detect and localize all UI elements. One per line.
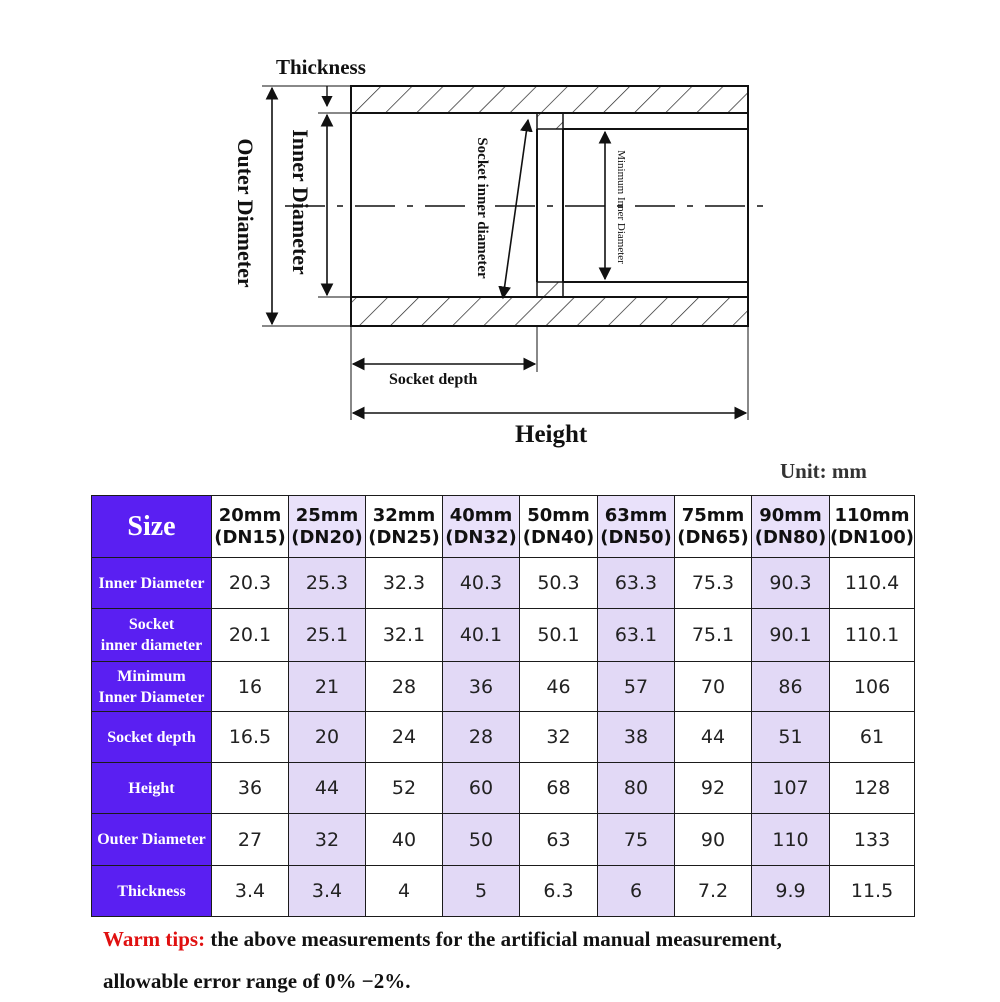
row-label <box>92 712 212 763</box>
column-size: 50mm <box>527 504 590 526</box>
row-label-line: inner diameter <box>100 637 203 654</box>
top-wall <box>351 86 748 113</box>
table-row <box>92 763 915 814</box>
table-cell: 20 <box>289 712 366 763</box>
row-label-line: Inner Diameter <box>98 574 205 592</box>
table-cell: 36 <box>212 763 289 814</box>
table-cell: 16 <box>212 662 289 712</box>
row-label-line: Inner Diameter <box>98 688 205 706</box>
table-cell: 20.1 <box>212 609 289 662</box>
table-cell: 6.3 <box>520 866 598 917</box>
table-cell: 63 <box>520 814 598 866</box>
table-cell: 110.1 <box>830 609 915 662</box>
table-cell: 28 <box>366 662 443 712</box>
column-header <box>598 496 675 558</box>
tips-line-1 <box>103 918 983 960</box>
table-cell: 32 <box>520 712 598 763</box>
table-cell: 68 <box>520 763 598 814</box>
column-size: 75mm <box>681 504 745 526</box>
table-cell: 50 <box>443 814 520 866</box>
table-cell: 107 <box>752 763 830 814</box>
socket-inner-diameter-dimension <box>503 120 528 298</box>
table-cell: 75.1 <box>675 609 752 662</box>
column-dn: (DN50) <box>600 526 672 548</box>
table-row <box>92 662 915 712</box>
table-cell: 75.3 <box>675 558 752 609</box>
column-header <box>212 496 289 558</box>
column-size: 110mm <box>834 504 910 526</box>
table-cell: 80 <box>598 763 675 814</box>
table-cell: 50.3 <box>520 558 598 609</box>
column-header <box>520 496 598 558</box>
tips-text-1: the above measurements for the artificial manual measurement, <box>205 927 782 951</box>
table-cell: 5 <box>443 866 520 917</box>
column-dn: (DN80) <box>754 526 827 548</box>
table-cell: 50.1 <box>520 609 598 662</box>
table-cell: 110.4 <box>830 558 915 609</box>
table-cell: 46 <box>520 662 598 712</box>
table-cell: 110 <box>752 814 830 866</box>
socket-step <box>537 113 563 297</box>
row-label <box>92 662 212 712</box>
table-cell: 44 <box>675 712 752 763</box>
table-row <box>92 609 915 662</box>
table-cell: 16.5 <box>212 712 289 763</box>
table-row <box>92 814 915 866</box>
table-cell: 40 <box>366 814 443 866</box>
table-cell: 92 <box>675 763 752 814</box>
table-cell: 32.3 <box>366 558 443 609</box>
column-dn: (DN32) <box>445 526 517 548</box>
column-header <box>443 496 520 558</box>
column-size: 32mm <box>372 504 436 526</box>
table-cell: 61 <box>830 712 915 763</box>
table-row <box>92 712 915 763</box>
row-label-line: Thickness <box>117 882 186 900</box>
tips-label: Warm tips: <box>103 927 206 951</box>
socket-inner-diameter-label: Socket inner diameter <box>474 137 490 279</box>
table-cell: 3.4 <box>212 866 289 917</box>
table-cell: 106 <box>830 662 915 712</box>
row-label-line: Height <box>128 779 175 797</box>
table-cell: 51 <box>752 712 830 763</box>
table-cell: 63.1 <box>598 609 675 662</box>
bottom-wall <box>351 297 748 326</box>
column-size: 20mm <box>218 504 282 526</box>
table-cell: 9.9 <box>752 866 830 917</box>
column-dn: (DN65) <box>677 526 749 548</box>
table-cell: 28 <box>443 712 520 763</box>
table-cell: 44 <box>289 763 366 814</box>
column-header <box>289 496 366 558</box>
table-header-row <box>92 496 915 558</box>
row-label <box>92 866 212 917</box>
table-cell: 36 <box>443 662 520 712</box>
table-cell: 133 <box>830 814 915 866</box>
column-header <box>366 496 443 558</box>
table-cell: 128 <box>830 763 915 814</box>
table-cell: 25.1 <box>289 609 366 662</box>
table-cell: 20.3 <box>212 558 289 609</box>
table-cell: 27 <box>212 814 289 866</box>
size-corner-header: Size <box>92 496 212 558</box>
column-dn: (DN15) <box>214 526 286 548</box>
warm-tips <box>103 918 983 1002</box>
tips-line-2: allowable error range of 0% −2%. <box>103 969 411 993</box>
row-label-line: Outer Diameter <box>97 831 206 848</box>
column-header <box>752 496 830 558</box>
thickness-label: Thickness <box>276 55 366 79</box>
column-dn: (DN40) <box>522 526 595 548</box>
height-label: Height <box>515 421 588 448</box>
dimension-table <box>91 495 915 917</box>
table-cell: 25.3 <box>289 558 366 609</box>
table-cell: 90.3 <box>752 558 830 609</box>
row-label <box>92 609 212 662</box>
table-cell: 21 <box>289 662 366 712</box>
table-cell: 60 <box>443 763 520 814</box>
table-cell: 6 <box>598 866 675 917</box>
table-cell: 63.3 <box>598 558 675 609</box>
socket-depth-label: Socket depth <box>389 371 478 388</box>
column-dn: (DN20) <box>291 526 363 548</box>
row-label-line: Socket depth <box>107 728 196 746</box>
column-size: 40mm <box>449 504 513 526</box>
row-label <box>92 814 212 866</box>
table-cell: 75 <box>598 814 675 866</box>
row-label <box>92 763 212 814</box>
inner-diameter-dimension <box>318 86 351 297</box>
table-cell: 3.4 <box>289 866 366 917</box>
row-label <box>92 558 212 609</box>
table-row <box>92 558 915 609</box>
table-cell: 57 <box>598 662 675 712</box>
table-row <box>92 866 915 917</box>
column-dn: (DN100) <box>830 526 915 548</box>
outer-diameter-label: Outer Diameter <box>233 138 258 288</box>
table-cell: 52 <box>366 763 443 814</box>
table-cell: 40.3 <box>443 558 520 609</box>
table-cell: 38 <box>598 712 675 763</box>
pipe-fitting-diagram <box>0 0 1000 460</box>
column-size: 63mm <box>604 504 668 526</box>
table-cell: 70 <box>675 662 752 712</box>
table-cell: 24 <box>366 712 443 763</box>
minimum-inner-diameter-label: Minimum Inner Diameter <box>615 150 627 264</box>
column-header <box>830 496 915 558</box>
table-cell: 11.5 <box>830 866 915 917</box>
table-cell: 90 <box>675 814 752 866</box>
column-size: 90mm <box>759 504 822 526</box>
table-cell: 7.2 <box>675 866 752 917</box>
table-cell: 40.1 <box>443 609 520 662</box>
column-header <box>675 496 752 558</box>
inner-diameter-label: Inner Diameter <box>288 129 313 275</box>
row-label-line: Socket <box>128 616 175 633</box>
table-cell: 4 <box>366 866 443 917</box>
table-cell: 86 <box>752 662 830 712</box>
table-cell: 32 <box>289 814 366 866</box>
table-cell: 32.1 <box>366 609 443 662</box>
unit-label: Unit: mm <box>780 459 867 483</box>
table-cell: 90.1 <box>752 609 830 662</box>
column-size: 25mm <box>295 504 359 526</box>
row-label-line: Minimum <box>117 667 186 685</box>
column-dn: (DN25) <box>368 526 440 548</box>
